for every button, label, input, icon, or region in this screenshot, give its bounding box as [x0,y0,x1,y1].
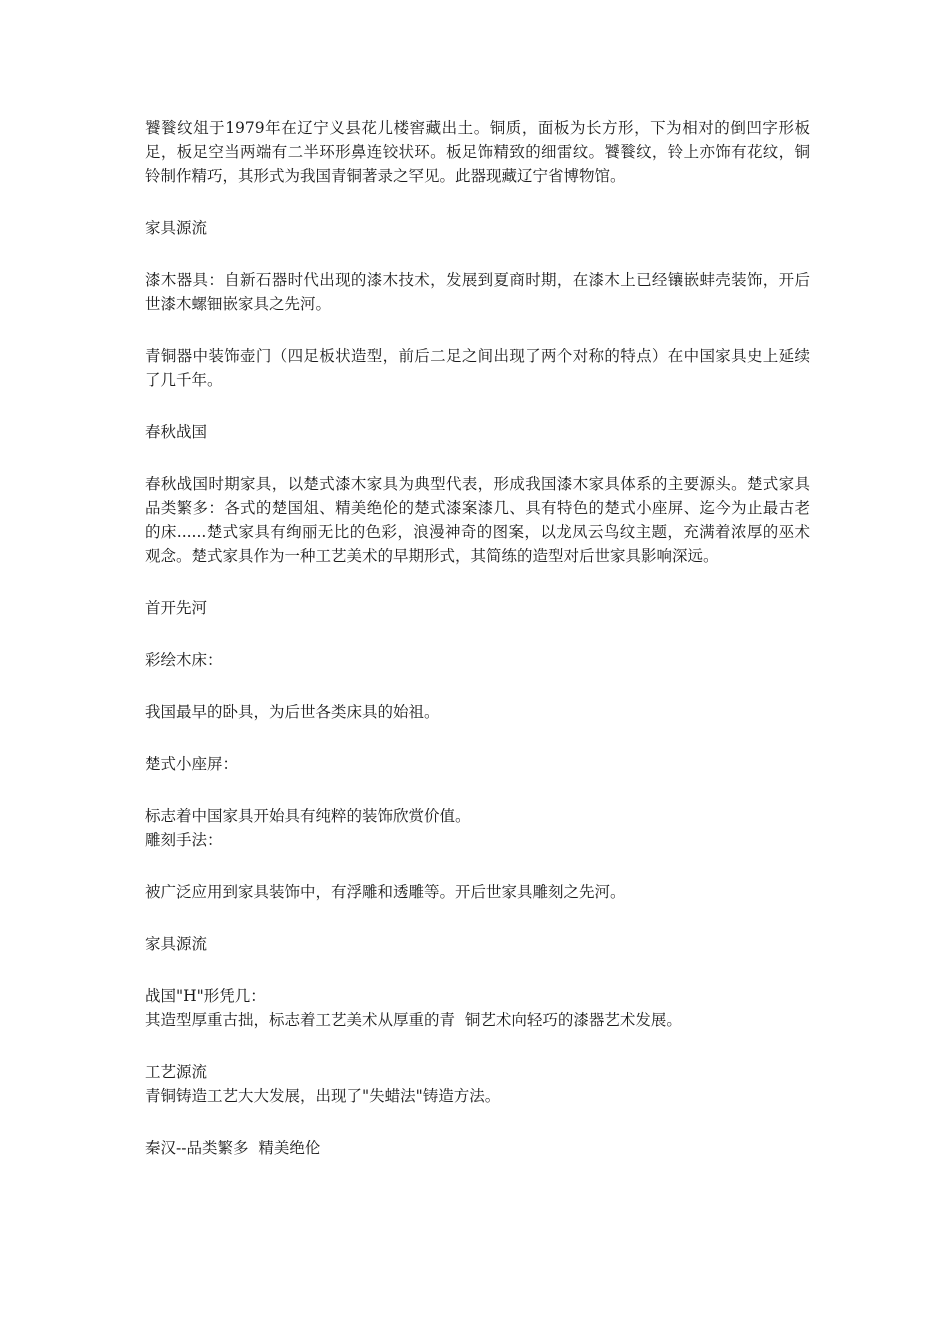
paragraph-earliest-bed: 我国最早的卧具，为后世各类床具的始祖。 [145,703,440,721]
paragraph-decorative-value: 标志着中国家具开始具有纯粹的装饰欣赏价值。 [145,807,471,825]
heading-qin-han: 秦汉--品类繁多 精美绝伦 [145,1139,321,1157]
heading-spring-autumn: 春秋战国 [145,423,208,441]
heading-furniture-origin-2: 家具源流 [145,935,208,953]
paragraph-carving-use: 被广泛应用到家具装饰中，有浮雕和透雕等。开后世家具雕刻之先河。 [145,883,626,901]
document-page [145,116,810,1160]
heading-pioneer: 首开先河 [145,599,208,617]
paragraph-taotie-zu: 饕餮纹俎于1979年在辽宁义县花儿楼窖藏出土。铜质，面板为长方形，下为相对的倒凹字形板足，板足空当两端有二半环形鼻连铰状环。板足饰精致的细雷纹。饕餮纹，铃上亦饰有花纹，铜铃制作精巧，其形式为我国青铜著录之罕见。此器现藏辽宁省博物馆。 [145,119,810,185]
paragraph-lacquer-ware: 漆木器具：自新石器时代出现的漆木技术，发展到夏商时期，在漆木上已经镶嵌蚌壳装饰，开后世漆木螺钿嵌家具之先河。 [145,271,810,313]
paragraph-h-armrest: 其造型厚重古拙，标志着工艺美术从厚重的青 铜艺术向轻巧的漆器艺术发展。 [145,1011,682,1029]
heading-craft-origin: 工艺源流 [145,1063,208,1081]
heading-furniture-origin: 家具源流 [145,219,208,237]
paragraph-bronze-kunmen: 青铜器中装饰壶门（四足板状造型，前后二足之间出现了两个对称的特点）在中国家具史上延续了几千年。 [145,347,810,389]
label-chu-screen: 楚式小座屏： [145,755,239,773]
label-carving: 雕刻手法： [145,831,223,849]
label-h-armrest: 战国"H"形凭几： [145,987,266,1005]
paragraph-lost-wax: 青铜铸造工艺大大发展，出现了"失蜡法"铸造方法。 [145,1087,501,1105]
label-painted-bed: 彩绘木床： [145,651,223,669]
paragraph-chu-furniture: 春秋战国时期家具，以楚式漆木家具为典型代表，形成我国漆木家具体系的主要源头。楚式家具品类繁多：各式的楚国俎、精美绝伦的楚式漆案漆几、具有特色的楚式小座屏、迄今为止最古老的床......楚式家具有绚丽无比的色彩，浪漫神奇的图案，以龙凤云鸟纹主题，充满着浓厚的巫术观念。楚式家具作为一种工艺美术的早期形式，其简练的造型对后世家具影响深远。 [145,475,810,565]
